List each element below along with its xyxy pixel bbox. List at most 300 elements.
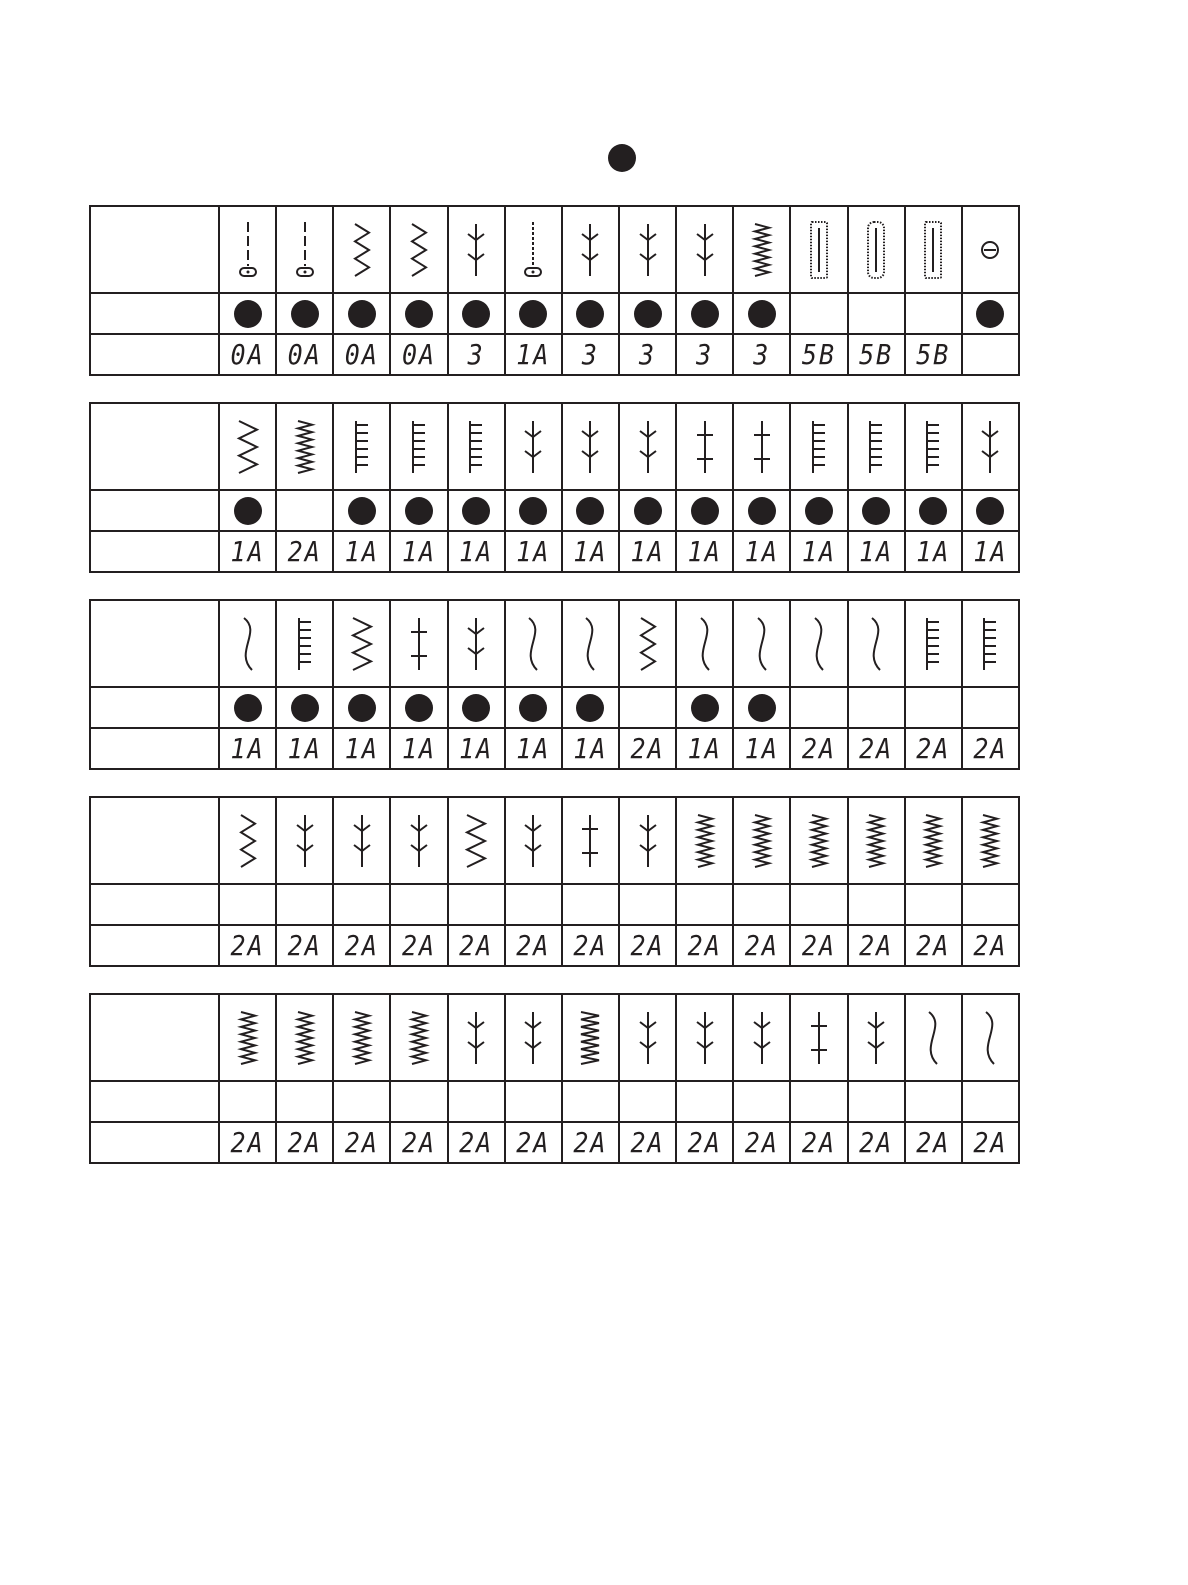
mark-cell (333, 293, 390, 334)
arrow-tree-stitch-icon (449, 612, 504, 676)
mark-cell (390, 1081, 447, 1122)
blanket-stitch-icon (391, 415, 446, 479)
mark-cell (276, 1081, 333, 1122)
stitch-pattern-cell (562, 600, 619, 687)
triple-straight-stitch-icon (506, 218, 561, 282)
mark-cell (905, 490, 962, 531)
code-cell (733, 1122, 790, 1163)
stitch-pattern-cell (905, 600, 962, 687)
code-cell (905, 531, 962, 572)
stitch-code: 2A (687, 929, 722, 962)
filled-circle-icon (805, 497, 833, 525)
stitch-pattern-cell (505, 994, 562, 1081)
stitch-code: 1A (401, 535, 437, 568)
satin-oval-stitch-icon (220, 1006, 275, 1070)
stitch-code: 1A (516, 732, 551, 765)
spiral-loop-stitch-icon (734, 612, 789, 676)
code-cell (448, 728, 505, 769)
code-cell (219, 531, 276, 572)
code-cell (276, 1122, 333, 1163)
stitch-pattern-cell (733, 600, 790, 687)
stitch-pattern-cell (905, 403, 962, 490)
stitch-pattern-cell (848, 994, 905, 1081)
chain-link-stitch-icon (334, 809, 389, 873)
code-cell (619, 531, 676, 572)
code-cell (848, 925, 905, 966)
code-cell (676, 531, 733, 572)
stitch-pattern-cell (390, 994, 447, 1081)
stitch-pattern-row (90, 403, 1019, 490)
stitch-code: 2A (916, 732, 951, 765)
code-cell (448, 531, 505, 572)
mark-cell (790, 293, 847, 334)
stitch-code: 1A (344, 535, 379, 568)
code-cell (390, 334, 447, 375)
mark-cell (619, 1081, 676, 1122)
stitch-pattern-cell (276, 600, 333, 687)
mark-cell (219, 884, 276, 925)
zigzag-chevron-stitch-icon (449, 809, 504, 873)
stitch-code: 1A (230, 535, 265, 568)
mark-cell (733, 1081, 790, 1122)
code-cell (333, 925, 390, 966)
stitch-code: 3 (753, 338, 771, 371)
code-cell (790, 531, 847, 572)
code-cell (333, 531, 390, 572)
code-cell (505, 925, 562, 966)
stitch-pattern-cell (848, 403, 905, 490)
stitch-table-1 (89, 205, 1020, 376)
scallop-curve-stitch-icon (791, 612, 846, 676)
mark-cell (219, 293, 276, 334)
stitch-code: 2A (859, 929, 894, 962)
satin-crescent-stitch-icon (791, 809, 846, 873)
code-cell (390, 1122, 447, 1163)
stitch-pattern-cell (790, 403, 847, 490)
stitch-code: 1A (459, 535, 494, 568)
straight-stitch-center-icon (277, 218, 332, 282)
stitch-pattern-cell (219, 994, 276, 1081)
double-loop-vine-icon (849, 612, 904, 676)
stitch-pattern-cell (390, 797, 447, 884)
mark-cell (848, 687, 905, 728)
square-blanket-stitch-icon (849, 415, 904, 479)
stitch-pattern-cell (962, 797, 1019, 884)
mark-row (90, 293, 1019, 334)
code-cell (962, 925, 1019, 966)
stitch-pattern-cell (333, 600, 390, 687)
bow-flower-stitch-icon (677, 1006, 732, 1070)
stitch-code: 3 (696, 338, 714, 371)
mark-cell (505, 490, 562, 531)
single-curve-stitch-icon (506, 612, 561, 676)
mark-cell (676, 490, 733, 531)
satin-step-stitch-icon (963, 809, 1018, 873)
stitch-code: 2A (630, 929, 665, 962)
stitch-code: 1A (744, 535, 779, 568)
blind-hem-stitch-icon (449, 218, 504, 282)
stitch-code: 1A (973, 535, 1008, 568)
stitch-pattern-cell (848, 206, 905, 293)
stitch-code: 2A (916, 1126, 951, 1159)
code-cell (733, 334, 790, 375)
satin-leaf-stitch-icon (277, 1006, 332, 1070)
stitch-code: 1A (516, 338, 551, 371)
mark-cell (962, 687, 1019, 728)
mark-cell (505, 884, 562, 925)
code-cell (790, 334, 847, 375)
double-cross-stitch-icon (734, 415, 789, 479)
code-cell (562, 531, 619, 572)
wave-curve-stitch-icon (620, 612, 675, 676)
stitch-code: 2A (916, 929, 951, 962)
stitch-code: 1A (744, 732, 779, 765)
filled-circle-icon (348, 497, 376, 525)
row-label-cell (90, 728, 219, 769)
code-cell (962, 1122, 1019, 1163)
code-cell (390, 925, 447, 966)
code-cell (505, 334, 562, 375)
mark-cell (733, 687, 790, 728)
stitch-code: 1A (630, 535, 665, 568)
stitch-pattern-cell (619, 994, 676, 1081)
stitch-pattern-cell (905, 206, 962, 293)
stitch-code: 3 (467, 338, 485, 371)
code-cell (505, 1122, 562, 1163)
filled-circle-icon (576, 694, 604, 722)
mark-cell (333, 1081, 390, 1122)
heart-stitch-icon (849, 1006, 904, 1070)
filled-circle-icon (634, 497, 662, 525)
stitch-code: 3 (581, 338, 599, 371)
code-cell (219, 1122, 276, 1163)
mark-cell (619, 293, 676, 334)
button-sewing-icon (963, 218, 1018, 282)
filled-circle-icon (519, 497, 547, 525)
mark-cell (390, 490, 447, 531)
mark-cell (848, 490, 905, 531)
mark-row (90, 884, 1019, 925)
stitch-code: 2A (344, 1126, 379, 1159)
code-cell (848, 334, 905, 375)
stitch-code: 2A (973, 929, 1008, 962)
code-cell (962, 334, 1019, 375)
arrow-tree-thin-icon (620, 809, 675, 873)
hook-blanket-stitch-icon (791, 415, 846, 479)
code-cell (562, 728, 619, 769)
stitch-table-5 (89, 993, 1020, 1164)
stitch-code: 5B (916, 338, 951, 371)
stitch-code: 1A (516, 535, 551, 568)
code-cell (619, 1122, 676, 1163)
dashed-straight-stitch-icon (506, 415, 561, 479)
code-row (90, 925, 1019, 966)
row-label-cell (90, 531, 219, 572)
stitch-pattern-cell (905, 994, 962, 1081)
code-cell (790, 1122, 847, 1163)
stitch-code: 2A (287, 1126, 322, 1159)
mark-cell (619, 884, 676, 925)
mark-cell (962, 293, 1019, 334)
stitch-pattern-cell (619, 797, 676, 884)
greek-key-stitch-icon (906, 612, 961, 676)
stitch-code: 1A (230, 732, 265, 765)
filled-circle-icon (576, 497, 604, 525)
beaded-curve-stitch-icon (220, 612, 275, 676)
stitch-pattern-cell (962, 994, 1019, 1081)
branch-stitch-icon (506, 1006, 561, 1070)
code-cell (676, 925, 733, 966)
stitch-pattern-cell (733, 403, 790, 490)
filled-circle-icon (291, 694, 319, 722)
filled-circle-icon (691, 300, 719, 328)
straight-stitch-left-icon (220, 218, 275, 282)
stitch-pattern-cell (219, 403, 276, 490)
stitch-code: 2A (344, 929, 379, 962)
code-cell (448, 334, 505, 375)
stitch-pattern-cell (962, 206, 1019, 293)
stitch-pattern-cell (333, 403, 390, 490)
mark-cell (962, 884, 1019, 925)
code-cell (276, 925, 333, 966)
filled-circle-icon (405, 694, 433, 722)
diamond-chain-stitch-icon (391, 809, 446, 873)
stitch-pattern-cell (333, 206, 390, 293)
filled-circle-icon (234, 497, 262, 525)
stitch-code: 2A (744, 929, 779, 962)
filled-circle-icon (919, 497, 947, 525)
code-cell (848, 728, 905, 769)
mark-cell (276, 687, 333, 728)
floral-stitch-icon (449, 1006, 504, 1070)
code-cell (562, 1122, 619, 1163)
row-label-cell (90, 925, 219, 966)
stitch-code: 2A (859, 1126, 894, 1159)
figure-eight-stitch-icon (963, 1006, 1018, 1070)
stitch-table-4 (89, 796, 1020, 967)
filled-circle-icon (405, 497, 433, 525)
stepped-comb-stitch-icon (277, 612, 332, 676)
stitch-code: 0A (230, 338, 265, 371)
filled-circle-icon (748, 694, 776, 722)
mark-cell (562, 1081, 619, 1122)
filled-circle-icon (291, 300, 319, 328)
mark-cell (390, 293, 447, 334)
code-cell (333, 334, 390, 375)
stitch-code: 1A (801, 535, 837, 568)
stitch-code: 2A (287, 535, 322, 568)
stitch-pattern-cell (962, 600, 1019, 687)
stitch-code: 1A (687, 732, 722, 765)
filled-circle-icon (462, 497, 490, 525)
s-curve-stitch-icon (563, 612, 618, 676)
stitch-code: 2A (630, 732, 665, 765)
code-cell (333, 728, 390, 769)
slant-hook-stitch-icon (620, 415, 675, 479)
mark-cell (505, 687, 562, 728)
stitch-code: 1A (401, 732, 437, 765)
stitch-code: 2A (801, 732, 837, 765)
stitch-code: 2A (401, 929, 437, 962)
filled-circle-icon (462, 694, 490, 722)
mark-cell (448, 884, 505, 925)
code-cell (676, 334, 733, 375)
loop-curve-stitch-icon (677, 612, 732, 676)
code-cell (619, 925, 676, 966)
stitch-pattern-cell (448, 797, 505, 884)
mark-cell (676, 293, 733, 334)
stitch-pattern-cell (676, 994, 733, 1081)
code-cell (848, 1122, 905, 1163)
code-cell (276, 334, 333, 375)
mark-cell (219, 687, 276, 728)
code-cell (733, 925, 790, 966)
stitch-code: 2A (287, 929, 322, 962)
row-label-cell (90, 293, 219, 334)
row-label-cell (90, 994, 219, 1081)
stitch-pattern-cell (676, 403, 733, 490)
mark-cell (333, 884, 390, 925)
chevron-arrow-stitch-icon (334, 612, 389, 676)
stitch-pattern-cell (733, 797, 790, 884)
filled-circle-icon (576, 300, 604, 328)
code-cell (962, 531, 1019, 572)
super-overlock-stitch-icon (620, 218, 675, 282)
row-label-cell (90, 687, 219, 728)
stitch-pattern-cell (448, 600, 505, 687)
stitch-pattern-cell (848, 600, 905, 687)
code-cell (333, 1122, 390, 1163)
stitch-pattern-cell (790, 600, 847, 687)
mark-cell (448, 687, 505, 728)
star-stitch-decor-icon (791, 1006, 846, 1070)
code-cell (505, 728, 562, 769)
mark-cell (562, 884, 619, 925)
stitch-code: 0A (344, 338, 379, 371)
crown-flower-stitch-icon (734, 1006, 789, 1070)
code-cell (905, 925, 962, 966)
code-cell (676, 728, 733, 769)
stitch-pattern-cell (276, 206, 333, 293)
stitch-pattern-cell (219, 600, 276, 687)
mark-cell (790, 884, 847, 925)
stitch-code: 0A (287, 338, 322, 371)
mark-cell (733, 293, 790, 334)
stitch-code: 1A (687, 535, 722, 568)
mark-cell (790, 490, 847, 531)
stitch-code: 1A (573, 732, 608, 765)
stitch-pattern-cell (619, 600, 676, 687)
stitch-pattern-cell (448, 994, 505, 1081)
legend-filled-circle-icon (608, 144, 636, 172)
row-label-cell (90, 797, 219, 884)
stitch-code: 2A (459, 929, 494, 962)
code-cell (448, 925, 505, 966)
code-cell (733, 531, 790, 572)
stitch-pattern-cell (562, 797, 619, 884)
row-label-cell (90, 206, 219, 293)
code-cell (390, 531, 447, 572)
stitch-pattern-cell (733, 206, 790, 293)
blanket-stitch-wide-icon (449, 415, 504, 479)
stitch-pattern-cell (905, 797, 962, 884)
meander-key-stitch-icon (963, 612, 1018, 676)
stitch-code: 2A (630, 1126, 665, 1159)
stitch-code: 2A (801, 1126, 837, 1159)
filled-circle-icon (634, 300, 662, 328)
wide-zigzag-icon (220, 415, 275, 479)
code-row (90, 728, 1019, 769)
stitch-table-3 (89, 599, 1020, 770)
mark-cell (905, 884, 962, 925)
stitch-pattern-cell (790, 206, 847, 293)
satin-triangle-stitch-icon (391, 1006, 446, 1070)
code-cell (390, 728, 447, 769)
code-row (90, 1122, 1019, 1163)
stitch-code: 0A (401, 338, 437, 371)
code-cell (905, 334, 962, 375)
asterisk-chain-stitch-icon (563, 809, 618, 873)
filled-circle-icon (748, 497, 776, 525)
stitch-pattern-cell (390, 600, 447, 687)
stitch-pattern-cell (276, 797, 333, 884)
satin-zigzag-stitch-icon (734, 218, 789, 282)
stitch-pattern-cell (390, 403, 447, 490)
stitch-code: 2A (401, 1126, 437, 1159)
stitch-code: 2A (516, 929, 551, 962)
stitch-pattern-cell (562, 206, 619, 293)
stitch-pattern-cell (333, 994, 390, 1081)
filled-circle-icon (462, 300, 490, 328)
code-cell (276, 531, 333, 572)
stitch-pattern-cell (219, 797, 276, 884)
mark-cell (962, 490, 1019, 531)
zigzag-ribbon-stitch-icon (220, 809, 275, 873)
code-cell (619, 728, 676, 769)
mark-cell (505, 293, 562, 334)
mark-cell (505, 1081, 562, 1122)
mark-cell (848, 293, 905, 334)
satin-scallop-stitch-icon (677, 809, 732, 873)
diamond-knot-stitch-icon (277, 809, 332, 873)
filled-circle-icon (691, 497, 719, 525)
stitch-pattern-row (90, 600, 1019, 687)
mark-cell (848, 1081, 905, 1122)
filled-circle-icon (348, 694, 376, 722)
filled-circle-icon (748, 300, 776, 328)
stitch-code: 2A (573, 929, 608, 962)
code-cell (733, 728, 790, 769)
filled-circle-icon (234, 694, 262, 722)
mark-cell (676, 1081, 733, 1122)
stitch-pattern-cell (276, 994, 333, 1081)
stitch-pattern-cell (505, 797, 562, 884)
row-label-cell (90, 334, 219, 375)
code-cell (276, 728, 333, 769)
satin-wave-stitch-icon (734, 809, 789, 873)
stitch-pattern-cell (276, 403, 333, 490)
row-label-cell (90, 600, 219, 687)
buttonhole-rounded-icon (849, 218, 904, 282)
slant-overcasting-stitch-icon (677, 218, 732, 282)
cross-bar-stitch-icon (677, 415, 732, 479)
multi-step-zigzag-icon (391, 218, 446, 282)
filled-circle-icon (691, 694, 719, 722)
code-cell (505, 531, 562, 572)
stitch-pattern-cell (333, 797, 390, 884)
stitch-pattern-cell (448, 206, 505, 293)
mark-cell (390, 687, 447, 728)
